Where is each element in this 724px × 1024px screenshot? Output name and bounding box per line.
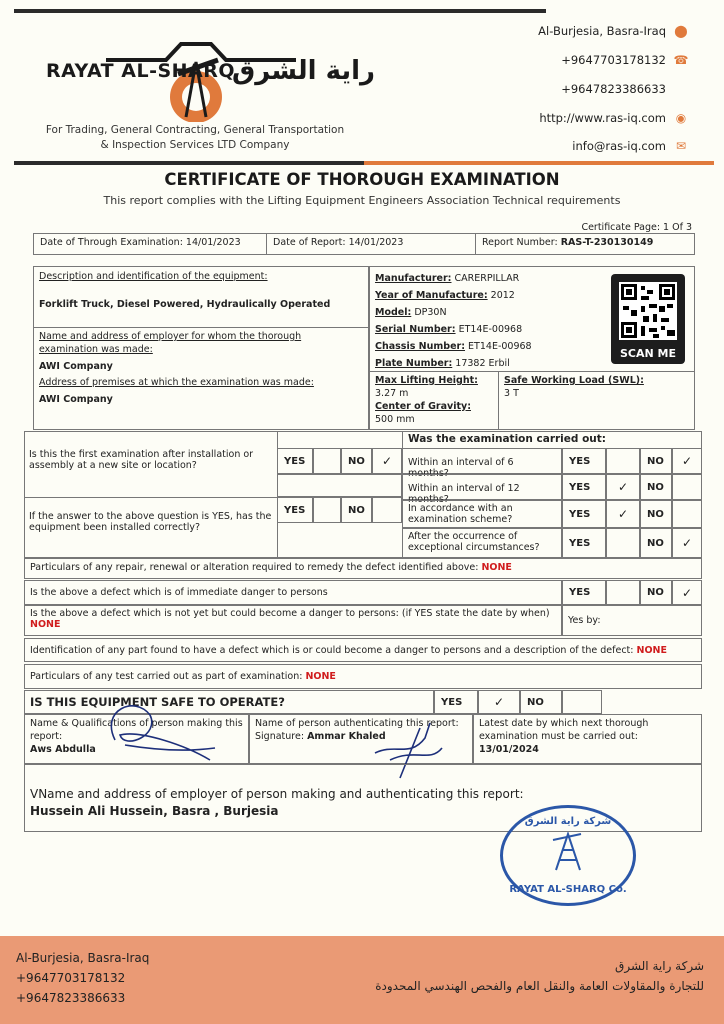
contact-website[interactable]: http://www.ras-iq.com ◉: [539, 111, 687, 125]
q-first-exam: Is this the first examination after installation or assembly at a new site or location?: [29, 449, 254, 471]
employer-value: AWI Company: [39, 361, 113, 372]
company-stamp: شركة راية الشرق RAYAT AL-SHARQ Co.: [500, 805, 636, 906]
stamp-derrick-icon: [551, 832, 585, 872]
swl: Safe Working Load (SWL): 3 T: [504, 375, 644, 399]
q2-no-box[interactable]: [372, 497, 402, 523]
q-installed-correctly: If the answer to the above question is YES, has the equipment been installed correctly?: [29, 511, 272, 533]
logo-text-arabic: راية الشرق: [232, 56, 376, 86]
scheme-label: In accordance with an examination scheme?: [402, 500, 562, 528]
certificate-subtitle: This report complies with the Lifting Equipment Engineers Association Technical requirements: [103, 194, 621, 207]
location-icon: ⬤: [674, 24, 688, 38]
i6-no-check[interactable]: ✓: [672, 448, 702, 474]
equipment-specs: Manufacturer: CARERPILLAR Year of Manufacture: 2012 Model: DP30N Serial Number: ET14E-00968 Chassis Number: ET14E-00968 Plate Number: 17382 Erbil: [375, 273, 532, 369]
i6-yes-box[interactable]: [606, 448, 640, 474]
globe-icon: ◉: [675, 111, 687, 125]
report-authenticator: Name of person authenticating this report: Signature: Ammar Khaled: [249, 714, 473, 764]
safe-yes[interactable]: YES: [434, 690, 478, 714]
equipment-desc-value: Forklift Truck, Diesel Powered, Hydraulically Operated: [39, 299, 331, 310]
contact-phone-1: +9647703178132 ☎: [561, 53, 689, 67]
header-divider: [14, 161, 714, 165]
report-date: Date of Report: 14/01/2023: [267, 234, 476, 254]
qr-code[interactable]: [611, 274, 685, 364]
immediate-yes[interactable]: YES: [562, 580, 606, 605]
employer-label: Name and address of employer for whom the thorough examination was made:: [39, 331, 302, 355]
i6-no[interactable]: NO: [640, 448, 672, 474]
mail-icon: ✉: [675, 139, 687, 153]
q2-yes-box[interactable]: [313, 497, 341, 523]
scheme-yes[interactable]: YES: [562, 500, 606, 528]
scheme-yes-check[interactable]: ✓: [606, 500, 640, 528]
contact-address: Al-Burjesia, Basra-Iraq ⬤: [538, 24, 688, 38]
tagline-line-2: & Inspection Services LTD Company: [100, 139, 290, 151]
safe-no[interactable]: NO: [520, 690, 562, 714]
immediate-yes-box[interactable]: [606, 580, 640, 605]
q1-no[interactable]: NO: [341, 448, 372, 474]
i12-yes[interactable]: YES: [562, 474, 606, 500]
certificate-page: Certificate Page: 1 Of 3: [581, 222, 692, 233]
premises-label: Address of premises at which the examination was made:: [39, 377, 314, 388]
max-lifting: Max Lifting Height: 3.27 m Center of Gravity: 500 mm: [375, 375, 478, 425]
i12-no[interactable]: NO: [640, 474, 672, 500]
next-exam-date: Latest date by which next thorough examination must be carried out: 13/01/2024: [473, 714, 702, 764]
safe-no-box[interactable]: [562, 690, 602, 714]
logo-text-english: RAYAT AL-SHARQ: [46, 60, 236, 82]
exceptional-no[interactable]: NO: [640, 528, 672, 558]
i12-yes-check[interactable]: ✓: [606, 474, 640, 500]
identification-row: Identification of any part found to have a defect which is or could become a danger to persons and a description of the defect: NONE: [24, 638, 702, 662]
contact-email[interactable]: info@ras-iq.com ✉: [572, 139, 687, 153]
scheme-no-box[interactable]: [672, 500, 702, 528]
dates-row: [33, 233, 695, 255]
exceptional-yes[interactable]: YES: [562, 528, 606, 558]
i12-no-box[interactable]: [672, 474, 702, 500]
report-maker: Name & Qualifications of person making this report: Aws Abdulla: [24, 714, 249, 764]
interval-6-label: Within an interval of 6 months?: [402, 448, 562, 474]
future-danger-row: Is the above a defect which is not yet but could become a danger to persons: (if YES state the date by when) NONE: [24, 605, 562, 636]
interval-12-label: Within an interval of 12 months?: [402, 474, 562, 500]
q2-no[interactable]: NO: [341, 497, 372, 523]
exam-carried-heading: Was the examination carried out:: [408, 433, 606, 445]
footer-contacts: Al-Burjesia, Basra-Iraq +9647703178132 +9647823386633: [16, 951, 150, 1005]
phone-icon: ☎: [673, 53, 689, 67]
test-row: Particulars of any test carried out as part of examination: NONE: [24, 664, 702, 689]
immediate-no[interactable]: NO: [640, 580, 672, 605]
header-top-rule: [14, 9, 546, 13]
immediate-danger-label: Is the above a defect which is of immediate danger to persons: [24, 580, 562, 605]
qr-scan-label: SCAN ME: [619, 347, 676, 360]
employer-block-value: Hussein Ali Hussein, Basra , Burjesia: [30, 804, 279, 818]
scheme-no[interactable]: NO: [640, 500, 672, 528]
exceptional-no-check[interactable]: ✓: [672, 528, 702, 558]
q1-no-check[interactable]: ✓: [372, 448, 402, 474]
safe-yes-check[interactable]: ✓: [478, 690, 520, 714]
tagline-line-1: For Trading, General Contracting, General Transportation: [45, 124, 345, 136]
footer-arabic: شركة راية الشرق للتجارة والمقاولات العامة والنقل العام والفحص الهندسي المحدودة: [375, 959, 704, 993]
yes-by: Yes by:: [562, 605, 702, 636]
exam-date: Date of Through Examination: 14/01/2023: [34, 234, 267, 254]
exceptional-label: After the occurrence of exceptional circumstances?: [402, 528, 562, 558]
safe-to-operate-question: IS THIS EQUIPMENT SAFE TO OPERATE?: [24, 690, 434, 714]
q1-yes-box[interactable]: [313, 448, 341, 474]
q2-yes[interactable]: YES: [277, 497, 313, 523]
q1-yes[interactable]: YES: [277, 448, 313, 474]
premises-value: AWI Company: [39, 394, 113, 405]
report-number: Report Number: RAS-T-230130149: [482, 237, 654, 248]
repair-row: Particulars of any repair, renewal or alteration required to remedy the defect identified above: NONE: [24, 558, 702, 579]
employer-block-label: VName and address of employer of person making and authenticating this report:: [30, 787, 524, 801]
signature-aws: [95, 690, 225, 770]
i6-yes[interactable]: YES: [562, 448, 606, 474]
contact-phone-2: +9647823386633: [561, 82, 666, 96]
equipment-desc-label: Description and identification of the equipment:: [39, 271, 268, 282]
company-tagline: [40, 123, 350, 153]
immediate-no-check[interactable]: ✓: [672, 580, 702, 605]
certificate-title: CERTIFICATE OF THOROUGH EXAMINATION: [164, 170, 560, 189]
exceptional-yes-box[interactable]: [606, 528, 640, 558]
